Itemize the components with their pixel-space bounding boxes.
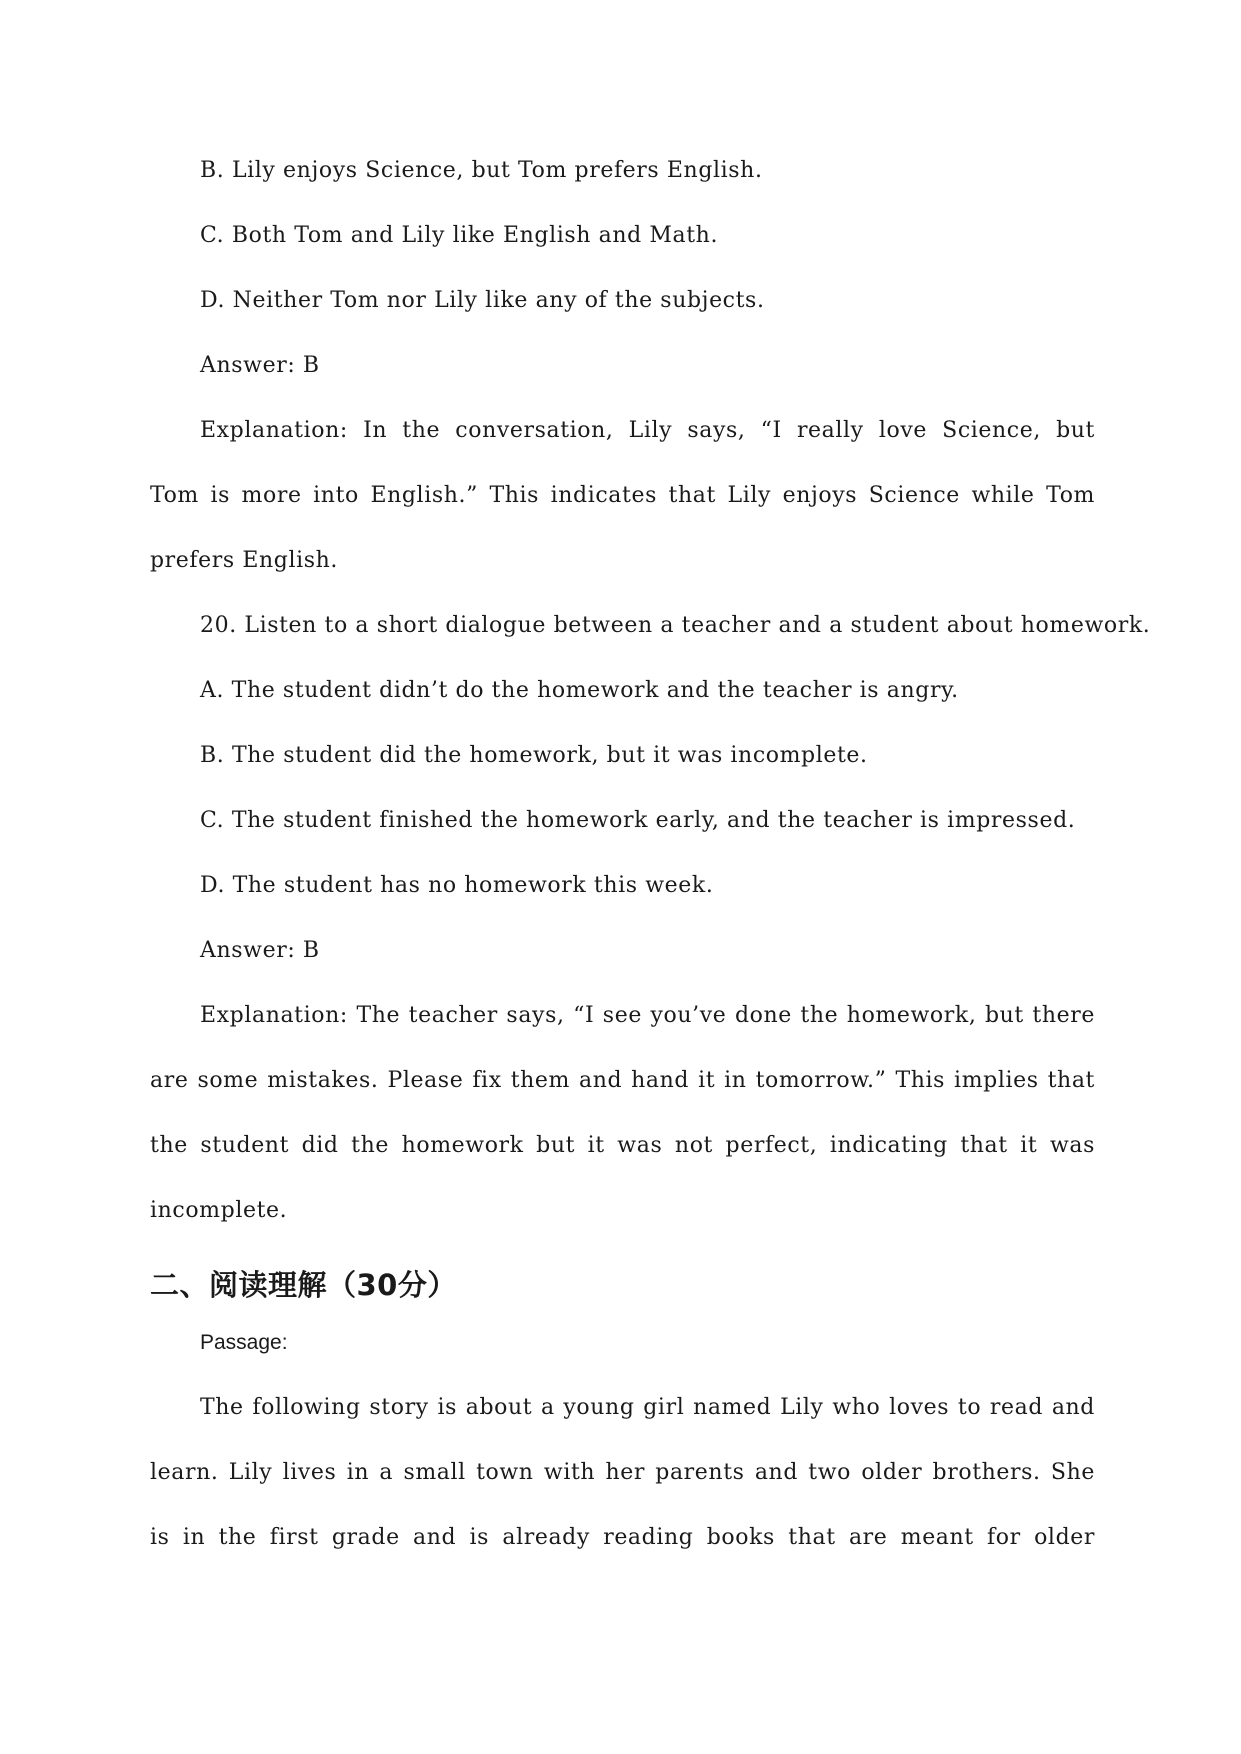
- q20-answer: Answer: B: [200, 938, 320, 963]
- passage-line: The following story is about a young girl named Lily who loves to read and: [200, 1395, 1095, 1420]
- q20-option-d: D. The student has no homework this week.: [200, 873, 714, 898]
- document-content: [150, 138, 1151, 1570]
- q19-explanation-line: Tom is more into English.” This indicates that Lily enjoys Science while Tom: [150, 483, 1095, 508]
- q20-option-a: A. The student didn’t do the homework and the teacher is angry.: [200, 678, 959, 703]
- q19-option-c: C. Both Tom and Lily like English and Math.: [200, 223, 719, 248]
- passage-line: learn. Lily lives in a small town with her parents and two older brothers. She: [150, 1460, 1095, 1485]
- q20-explanation-line: the student did the homework but it was not perfect, indicating that it was: [150, 1133, 1095, 1158]
- q19-option-d: D. Neither Tom nor Lily like any of the subjects.: [200, 288, 765, 313]
- q19-explanation-line: Explanation: In the conversation, Lily says, “I really love Science, but: [200, 418, 1095, 443]
- q20-option-c: C. The student finished the homework early, and the teacher is impressed.: [200, 808, 1076, 833]
- q20-explanation-line: are some mistakes. Please fix them and hand it in tomorrow.” This implies that: [150, 1068, 1095, 1093]
- q19-option-b: B. Lily enjoys Science, but Tom prefers English.: [200, 158, 763, 183]
- q20-stem: 20. Listen to a short dialogue between a teacher and a student about homework.: [200, 613, 1151, 638]
- q20-explanation: [150, 983, 1095, 1243]
- q19-answer: Answer: B: [200, 353, 320, 378]
- q19-explanation-line: prefers English.: [150, 548, 339, 573]
- q20-explanation-line: Explanation: The teacher says, “I see you’ve done the homework, but there: [200, 1003, 1095, 1028]
- q20-option-b: B. The student did the homework, but it was incomplete.: [200, 743, 868, 768]
- passage-text: [150, 1375, 1095, 1570]
- q19-explanation: [150, 398, 1095, 593]
- reading-section-heading: 二、阅读理解（30分）: [150, 1268, 457, 1302]
- passage-line: is in the first grade and is already reading books that are meant for older: [150, 1525, 1095, 1550]
- passage-label: Passage:: [200, 1331, 288, 1354]
- q20-explanation-line: incomplete.: [150, 1198, 288, 1223]
